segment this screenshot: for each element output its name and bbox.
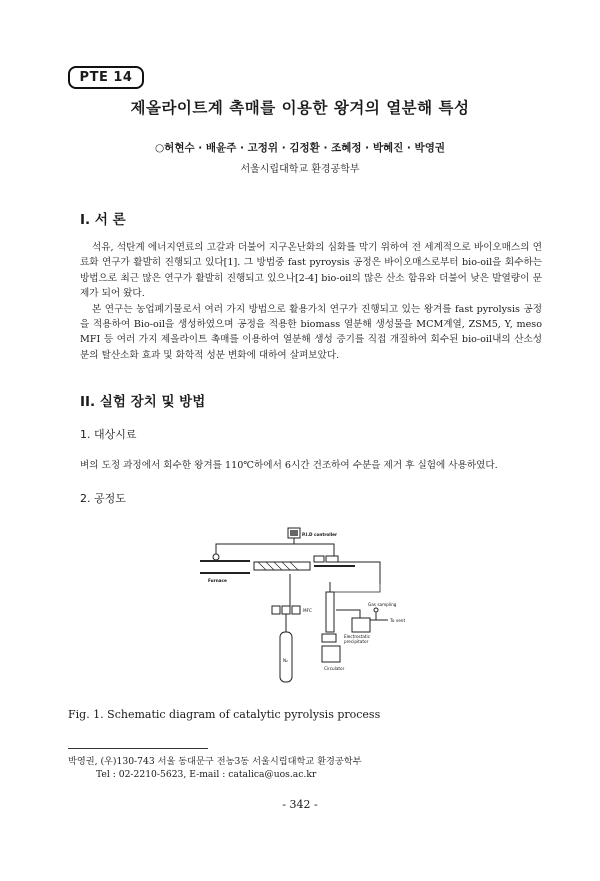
furnace-valve-icon <box>213 554 219 560</box>
footnote-address: 박영권, (우)130-743 서울 동대문구 전농3동 서울시립대학교 환경공학부 <box>68 756 362 767</box>
process-schematic <box>180 520 410 685</box>
label-furnace: Furnace <box>208 578 227 583</box>
pid-wire-left <box>216 538 294 554</box>
pid-controller-display <box>290 530 298 536</box>
pid-wire-right <box>294 544 334 556</box>
paper-title: 제올라이트계 촉매를 이용한 왕겨의 열분해 특성 <box>130 99 470 117</box>
sample-description <box>80 458 560 473</box>
introduction-paragraph-2: 본 연구는 농업폐기물로서 여러 가지 방법으로 활용가치 연구가 진행되고 있는 왕겨를 fast pyrolysis 공정을 적용하여 Bio-oil을 생성하였으며 공정을 적용한 biomass 열분해 생성물을 MCM계열, ZSM5, Y, meso MFI 등 여러 가지 제올라이트 촉매를 이용하여 열분해 생성 증기를 직접 개질하여 회수된 bio-oil내의 산소성분의 탈산소화 효과 및 화학적 성분 변화에 대하여 살펴보았다. <box>80 303 542 361</box>
sample-description-text: 벼의 도정 과정에서 회수한 왕겨를 110℃하에서 6시간 건조하여 수분을 제거 후 실험에 사용하였다. <box>80 460 498 471</box>
label-n2: N₂ <box>283 658 288 663</box>
label-gas-sampling: Gas sampling <box>368 602 397 607</box>
label-to-vent: To vent <box>390 618 406 623</box>
gas-sampling-port <box>374 608 378 612</box>
section-heading-introduction: I. 서 론 <box>80 212 126 228</box>
catalyst-bed-hatch <box>258 562 298 570</box>
footnote <box>68 755 362 781</box>
condenser-column <box>326 592 334 632</box>
label-electrostatic: Electrostatic <box>344 634 371 639</box>
introduction-paragraph-1: 석유, 석탄계 에너지연료의 고갈과 더불어 지구온난화의 심화를 막기 위하여 전 세계적으로 바이오매스의 연료화 연구가 활발히 진행되고 있다[1]. 그 방법중 fast pyroysis 공정은 바이오매스로부터 bio-oil을 회수하는 방법으로 최근 많은 연구가 활발히 진행되고 있으나[2-4] bio-oil의 많은 산소 함유와 더불어 낮은 발열량이 문제가 되어 왔다. <box>80 242 542 300</box>
mfc-box-3 <box>292 606 300 614</box>
label-precipitator: precipitator <box>344 639 369 644</box>
collection-flask <box>322 634 336 642</box>
heater-box-2 <box>326 556 338 562</box>
subsection-heading-sample: 1. 대상시료 <box>80 428 137 441</box>
page-number: - 342 - <box>282 798 318 811</box>
section-heading-methods: II. 실험 장치 및 방법 <box>80 394 206 410</box>
author-list: ○허현수 · 배윤주 · 고정위 · 김정환 · 조혜정 · 박혜진 · 박영권 <box>155 142 445 154</box>
heater-box-1 <box>314 556 324 562</box>
affiliation: 서울시립대학교 환경공학부 <box>240 164 360 175</box>
introduction-body <box>80 240 542 363</box>
mfc-box-1 <box>272 606 280 614</box>
label-circulator: Circulator <box>324 666 345 671</box>
electrostatic-precipitator-box <box>352 618 370 632</box>
label-mfc: MFC <box>303 608 312 613</box>
label-pid-controller: P.I.D controller <box>302 532 338 537</box>
footnote-rule <box>68 748 208 749</box>
circulator-box <box>322 646 340 662</box>
subsection-heading-process: 2. 공정도 <box>80 492 126 505</box>
mfc-box-2 <box>282 606 290 614</box>
footnote-contact: Tel : 02-2210-5623, E-mail : catalica@uos.ac.kr <box>96 769 317 780</box>
condenser-feed <box>330 584 380 592</box>
n2-cylinder <box>280 632 292 682</box>
figure-caption: Fig. 1. Schematic diagram of catalytic pyrolysis process <box>68 708 381 721</box>
esp-inlet <box>345 610 360 618</box>
session-badge: PTE 14 <box>68 66 144 89</box>
